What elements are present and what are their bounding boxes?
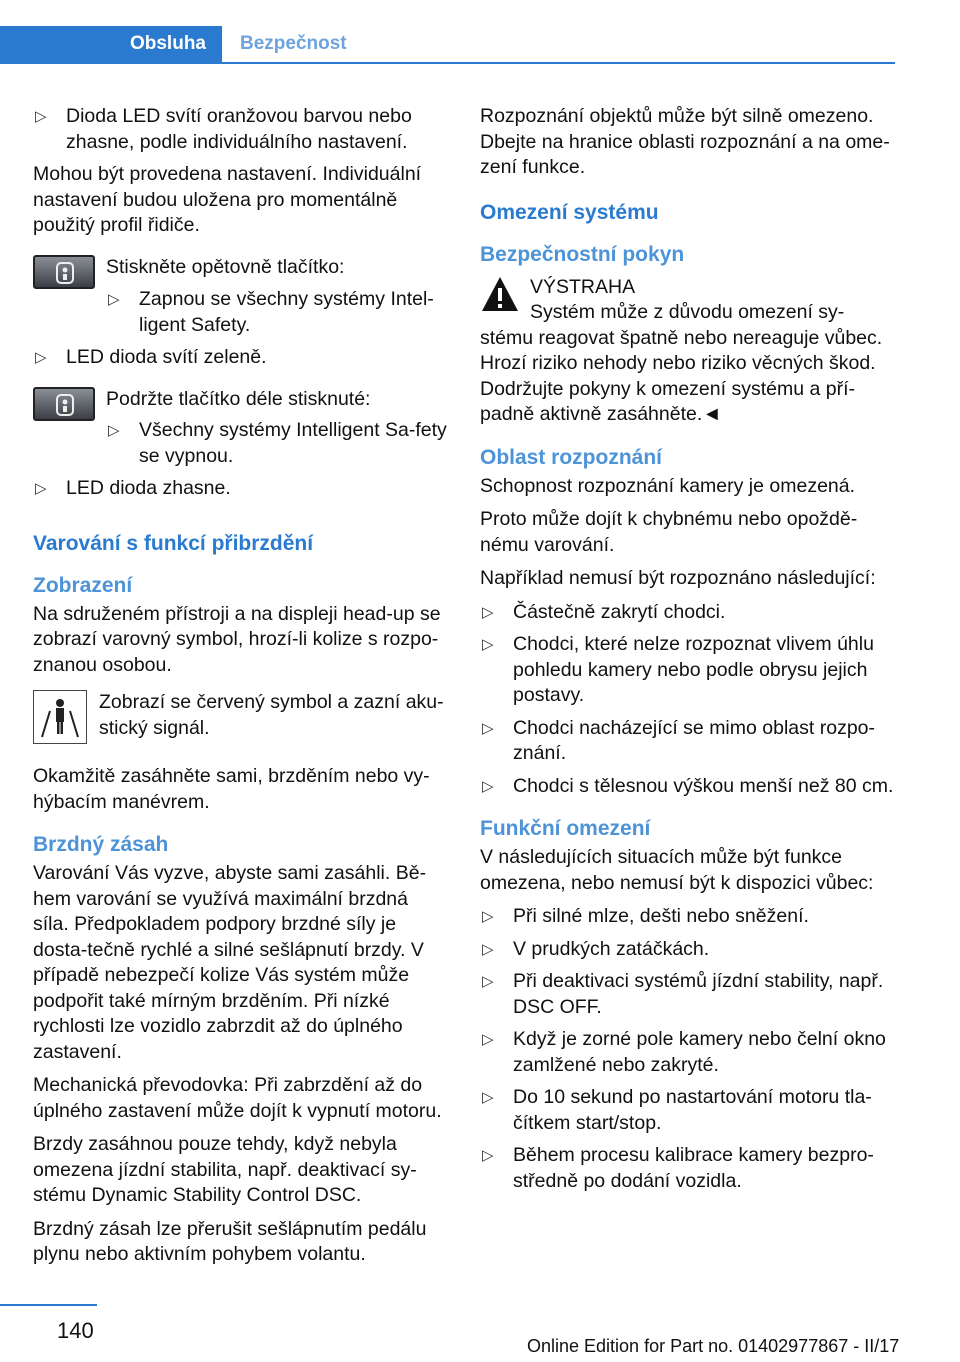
section-heading: Omezení systému	[480, 200, 659, 224]
intelligent-safety-button-icon	[33, 255, 95, 289]
paragraph: Mechanická převodovka: Při zabrzdění až do úplného zastavení může dojít k vypnutí motoru.	[33, 1074, 442, 1122]
edition-note: Online Edition for Part no. 01402977867 - II/17	[527, 1336, 900, 1356]
button-instruction	[33, 255, 448, 339]
tab-obsluha[interactable]: Obsluha	[0, 26, 222, 62]
warning-triangle-icon	[480, 275, 520, 313]
instruction-text: Stiskněte opětovně tlačítko:	[106, 255, 345, 278]
paragraph: V následujících situacích může být funkce omezena, nebo nemusí být k dispozici vůbec:	[480, 846, 874, 894]
button-instruction	[33, 387, 448, 470]
list-item: ▷ Během procesu kalibrace kamery bezpro‐středně po dodání vozidla.	[480, 1143, 895, 1194]
subsection-heading: Funkční omezení	[480, 817, 651, 840]
warning-text: Systém může z důvodu omezení sy‐stému reagovat špatně nebo nereaguje vůbec. Hrozí riziko nehody nebo riziko věcných škod. Dodržujte pokyny k omezení systému a pří‐padně aktivně zasáhněte.◄	[480, 301, 883, 425]
list-item: ▷ Všechny systémy Intelligent Sa‐fety se vypnou.	[106, 418, 448, 469]
paragraph: Rozpoznání objektů může být silně omezeno. Dbejte na hranice oblasti rozpoznání a na ome‐zení funkce.	[480, 105, 890, 178]
list-item: ▷ Při deaktivaci systémů jízdní stability, např. DSC OFF.	[480, 969, 895, 1020]
right-column	[480, 104, 895, 1201]
list-item: ▷ LED dioda zhasne.	[33, 476, 448, 502]
list-item: ▷ Zapnou se všechny systémy Intel‐ligent Safety.	[106, 287, 448, 338]
paragraph: Brzdný zásah lze přerušit sešlápnutím pedálu plynu nebo aktivním pohybem volantu.	[33, 1217, 427, 1265]
paragraph: Varování Vás vyzve, abyste sami zasáhli. Bě‐hem varování se využívá maximální brzdná síla. Předpokladem podpory brzdné síly je dosta‐tečně rychlé a silné sešlápnutí brzdy. V případě nebezpečí kolize Vás systém může podpořit také mírným brzděním. Při nízké rychlosti lze vozidlo zabrzdit až do úplného zastavení.	[33, 862, 427, 1063]
paragraph: Okamžitě zasáhněte sami, brzděním nebo vy‐hýbacím manévrem.	[33, 765, 430, 813]
paragraph: Brzdy zasáhnou pouze tehdy, když nebyla omezena jízdní stabilita, např. deaktivací sy‐stému Dynamic Stability Control DSC.	[33, 1133, 417, 1206]
subsection-heading: Zobrazení	[33, 573, 133, 597]
list-item: ▷ Chodci nacházející se mimo oblast rozpo‐znání.	[480, 716, 895, 767]
paragraph: Schopnost rozpoznání kamery je omezená.	[480, 474, 856, 497]
warning-block	[480, 275, 895, 428]
footer-rule	[0, 1304, 97, 1306]
list-item: ▷ Do 10 sekund po nastartování motoru tla‐čítkem start/stop.	[480, 1085, 895, 1136]
paragraph: Například nemusí být rozpoznáno následující:	[480, 567, 876, 589]
page-number: 140	[57, 1318, 94, 1343]
paragraph: Proto může dojít k chybnému nebo opoždě‐nému varování.	[480, 508, 858, 556]
pedestrian-warning-icon	[33, 690, 87, 744]
left-column	[33, 104, 448, 1276]
section-heading: Varování s funkcí přibrzdění	[33, 531, 314, 555]
list-item: ▷ Dioda LED svítí oranžovou barvou nebo zhasne, podle individuálního nastavení.	[33, 104, 448, 155]
subsection-heading: Brzdný zásah	[33, 833, 169, 856]
list-item: ▷ Částečně zakrytí chodci.	[480, 600, 895, 626]
header-tabs	[0, 26, 895, 64]
list-item: ▷ LED dioda svítí zeleně.	[33, 345, 448, 371]
instruction-text: Podržte tlačítko déle stisknuté:	[106, 387, 371, 410]
list-item: ▷ Při silné mlze, dešti nebo sněžení.	[480, 904, 895, 930]
list-item: ▷ Chodci s tělesnou výškou menší než 80 cm.	[480, 774, 895, 800]
intelligent-safety-button-icon	[33, 387, 95, 421]
subsection-heading: Oblast rozpoznání	[480, 445, 663, 469]
list-item: ▷ V prudkých zatáčkách.	[480, 937, 895, 963]
tab-bezpecnost[interactable]: Bezpečnost	[240, 33, 347, 54]
symbol-row	[33, 690, 448, 754]
paragraph: Mohou být provedena nastavení. Individuální nastavení budou uložena pro momentálně použitý profil řidiče.	[33, 163, 422, 236]
symbol-text: Zobrazí se červený symbol a zazní aku‐stický signál.	[99, 691, 444, 739]
list-item: ▷ Chodci, které nelze rozpoznat vlivem úhlu pohledu kamery nebo podle obrysu jejich postavy.	[480, 632, 895, 709]
subsection-heading: Bezpečnostní pokyn	[480, 242, 685, 266]
paragraph: Na sdruženém přístroji a na displeji head-up se zobrazí varovný symbol, hrozí-li kolize s rozpo‐znanou osobou.	[33, 602, 441, 676]
warning-title: VÝSTRAHA	[530, 275, 636, 298]
list-item: ▷ Když je zorné pole kamery nebo čelní okno zamlžené nebo zakryté.	[480, 1027, 895, 1078]
